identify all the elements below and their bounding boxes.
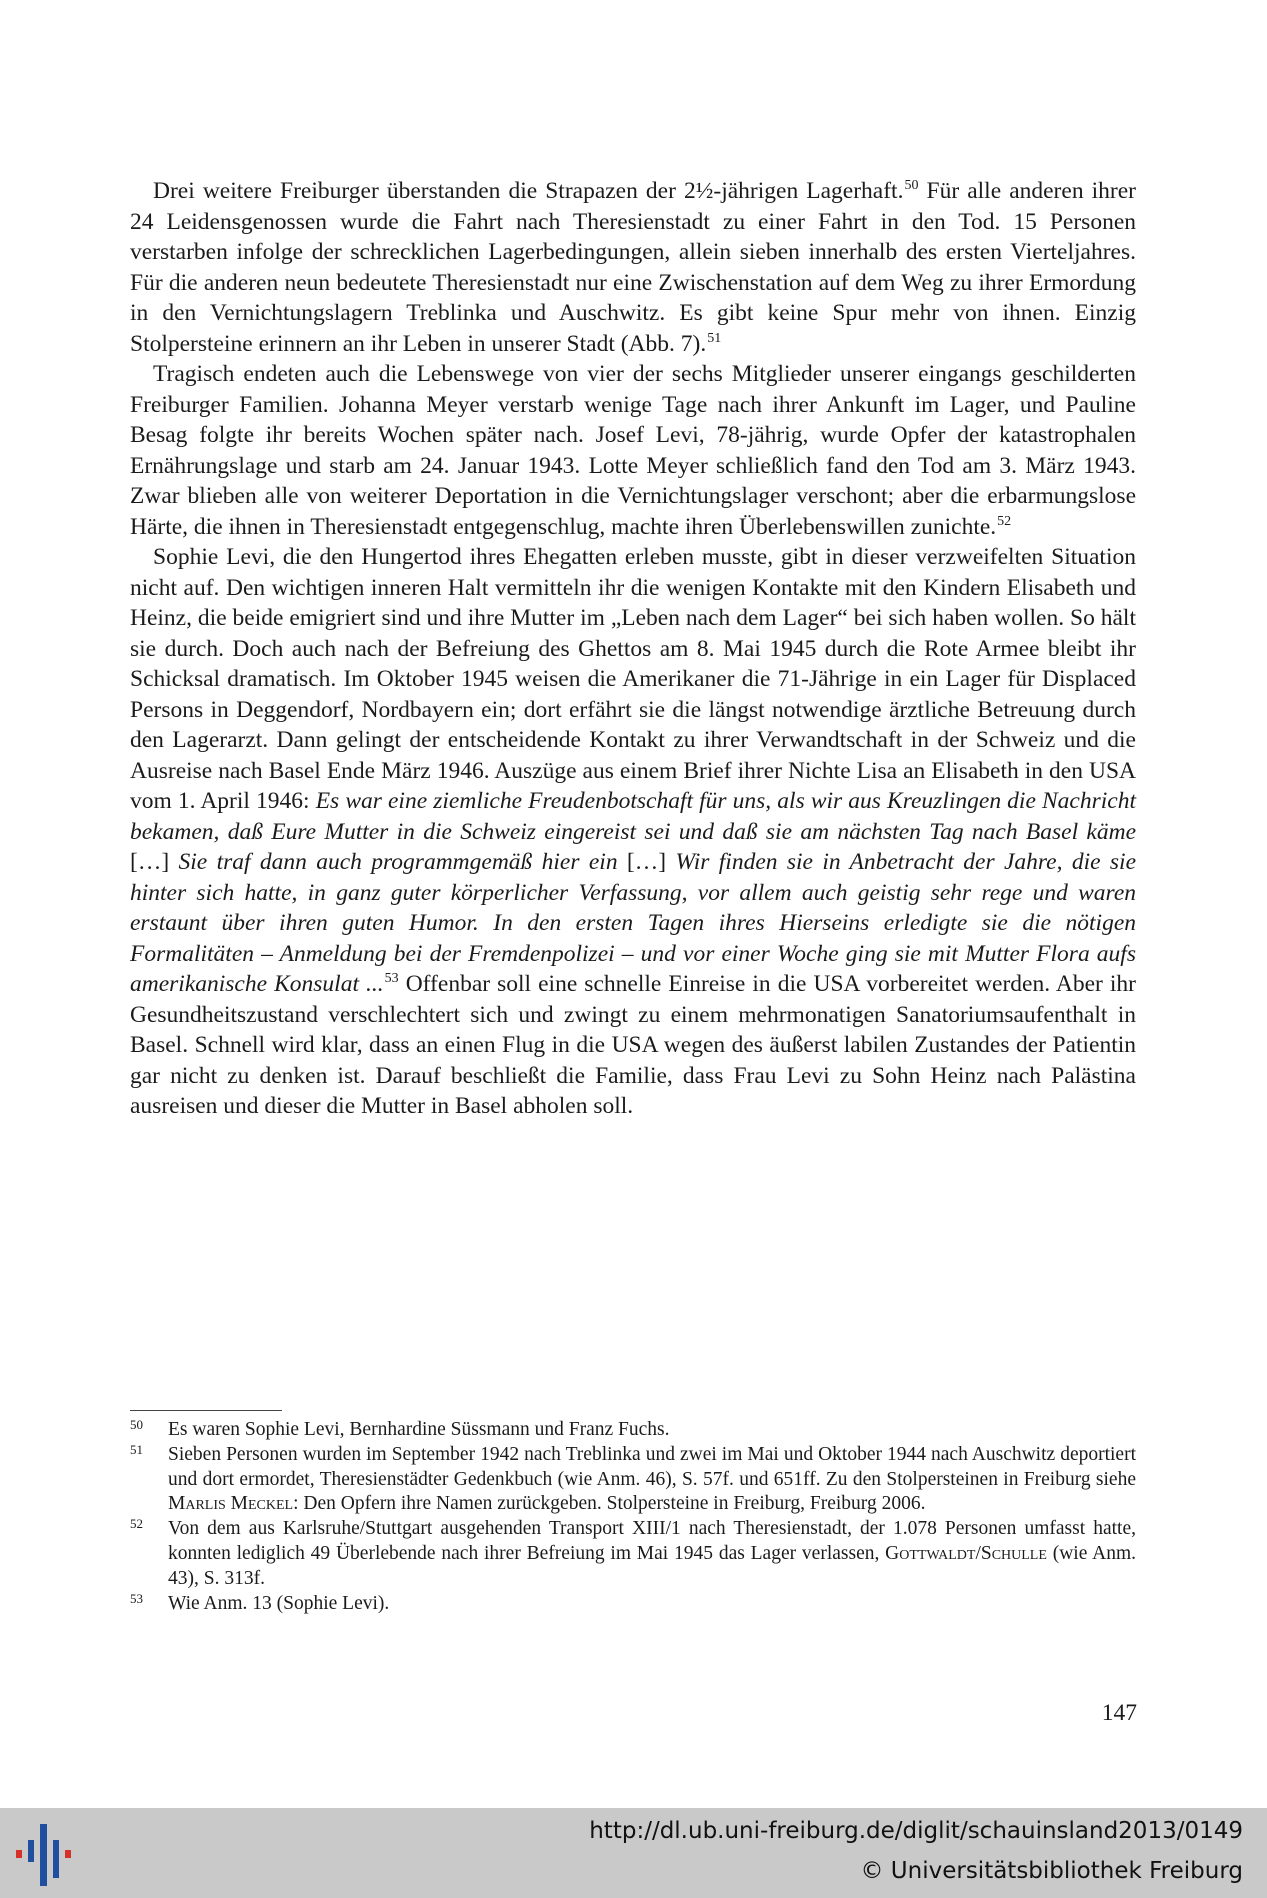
- footnote-number: 50: [130, 1417, 143, 1432]
- footnote-text: Von dem aus Karlsruhe/Stuttgart ausgehenden Transport XIII/1 nach Theresienstadt, der 1.078 Personen umfasst hatte, konnten lediglich 49 Überlebende nach ihrer Befreiung im Mai 1945 das Lager verlassen,: [168, 1518, 1136, 1564]
- ellipsis-bracket: […]: [617, 849, 676, 875]
- footnote-text: Wie Anm. 13 (Sophie Levi).: [168, 1592, 390, 1614]
- footnote-ref-50[interactable]: 50: [904, 178, 919, 193]
- paragraph-1: [130, 176, 1136, 359]
- footnote-text: Sieben Personen wurden im September 1942 nach Treblinka und zwei im Mai und Oktober 1944 nach Auschwitz deportiert und dort ermordet, Theresienstädter Gedenkbuch (wie Anm. 46), S. 57f. und 651ff. Zu den Stolpersteinen in Freiburg siehe: [168, 1443, 1136, 1490]
- body-text: [130, 176, 1136, 1122]
- copyright-notice: © Universitätsbibliothek Freiburg: [860, 1858, 1243, 1884]
- footnote-50: [130, 1418, 1136, 1443]
- footnote-ref-51[interactable]: 51: [707, 330, 722, 346]
- paragraph-3: [130, 542, 1136, 1122]
- paragraph-text: Tragisch endeten auch die Lebenswege von vier der sechs Mitglieder unserer eingangs geschilderten Freiburger Familien. Johanna Meyer verstarb wenige Tage nach ihrer Ankunft im Lager, und Pauline Besag folgte ihr bereits Wochen später nach. Josef Levi, 78-jährig, wurde Opfer der katastrophalen Ernährungslage und starb am 24. Januar 1943. Lotte Meyer schließlich fand den Tod am 3. März 1943. Zwar blieben alle von weiterer Deportation in die Vernichtungslager verschont; aber die erbarmungslose Härte, die ihnen in Theresienstadt entgegenschlug, machte ihren Überlebenswillen zunichte.: [130, 361, 1136, 540]
- paragraph-text: Offenbar soll eine schnelle Einreise in die USA vorbereitet werden. Aber ihr Gesundheitszustand verschlechtert sich und zwingt zu einem mehrmonatigen Sanatoriumsaufenthalt in Basel. Schnell wird klar, dass an einen Flug in die USA wegen des äußerst labilen Zustandes der Patientin gar nicht zu denken ist. Darauf beschließt die Familie, dass Frau Levi zu Sohn Heinz nach Palästina ausreisen und dieser die Mutter in Basel abholen soll.: [130, 971, 1136, 1119]
- footer-bar: [0, 1808, 1267, 1898]
- paragraph-text: Für alle anderen ihrer 24 Leidensgenossen wurde die Fahrt nach Theresienstadt zu einer Fahrt in den Tod. 15 Personen verstarben infolge der schrecklichen Lagerbedingungen, allein sieben innerhalb des ersten Vierteljahres. Für die anderen neun bedeutete Theresienstadt nur eine Zwischenstation auf dem Weg zu ihrer Ermordung in den Vernichtungslagern Treblinka und Auschwitz. Es gibt keine Spur mehr von ihnen. Einzig Stolpersteine erinnern an ihr Leben in unserer Stadt (Abb. 7).: [130, 178, 1136, 357]
- footnote-51: [130, 1443, 1136, 1517]
- footnote-52: [130, 1517, 1136, 1591]
- footnote-53: [130, 1592, 1136, 1617]
- ellipsis-bracket: […]: [130, 849, 179, 875]
- quote-text: Sie traf dann auch programmgemäß hier ein: [178, 849, 618, 875]
- permalink-url[interactable]: http://dl.ub.uni-freiburg.de/diglit/schauinsland2013/0149: [589, 1818, 1243, 1844]
- footnote-ref-53[interactable]: 53: [384, 971, 399, 986]
- author-name: Gottwaldt/Schulle: [885, 1542, 1047, 1564]
- footnote-text: Es waren Sophie Levi, Bernhardine Süssmann und Franz Fuchs.: [168, 1419, 670, 1440]
- quote-text: Wir finden sie in Anbetracht der Jahre, die sie hinter sich hatte, in ganz guter körperlicher Verfassung, vor allem auch geistig sehr rege und waren erstaunt über ihren guten Humor. In den ersten Tagen ihres Hierseins erledigte sie die nötigen Formalitäten – Anmeldung bei der Fremdenpolizei – und vor einer Woche ging sie mit Mutter Flora aufs amerikanische Konsulat ...: [130, 849, 1137, 997]
- footnote-text: : Den Opfern ihre Namen zurückgeben. Stolpersteine in Freiburg, Freiburg 2006.: [293, 1493, 926, 1515]
- paragraph-text: Drei weitere Freiburger überstanden die Strapazen der 2½-jährigen Lagerhaft.: [153, 178, 904, 204]
- paragraph-2: [130, 359, 1136, 542]
- footnote-number: 51: [130, 1441, 143, 1457]
- footnote-ref-52[interactable]: 52: [997, 513, 1012, 529]
- footnote-number: 52: [130, 1516, 143, 1532]
- footnote-divider: [130, 1410, 282, 1411]
- library-logo-icon: [10, 1820, 80, 1890]
- footnotes: [130, 1418, 1136, 1616]
- page-number: 147: [1101, 1700, 1137, 1726]
- quote-text: Es war eine ziemliche Freudenbotschaft für uns, als wir aus Kreuzlingen die Nachricht bekamen, daß Eure Mutter in die Schweiz eingereist sei und daß sie am nächsten Tag nach Basel käme: [130, 788, 1136, 845]
- paragraph-text: Sophie Levi, die den Hungertod ihres Ehegatten erleben musste, gibt in dieser verzweifelten Situation nicht auf. Den wichtigen inneren Halt vermitteln ihr die wenigen Kontakte mit den Kindern Elisabeth und Heinz, die beide emigriert sind und ihre Mutter im „Leben nach dem Lager“ bei sich haben wollen. So hält sie durch. Doch auch nach der Befreiung des Ghettos am 8. Mai 1945 durch die Rote Armee bleibt ihr Schicksal dramatisch. Im Oktober 1945 weisen die Amerikaner die 71-Jährige in ein Lager für Displaced Persons in Deggendorf, Nordbayern ein; dort erfährt sie die längst notwendige ärztliche Betreuung durch den Lagerarzt. Dann gelingt der entscheidende Kontakt zu ihrer Verwandtschaft in der Schweiz und die Ausreise nach Basel Ende März 1946. Auszüge aus einem Brief ihrer Nichte Lisa an Elisabeth in den USA vom 1. April 1946:: [130, 544, 1136, 814]
- footnote-text: (wie Anm. 43), S. 313f.: [168, 1542, 1136, 1589]
- author-name: Marlis Meckel: [168, 1493, 294, 1515]
- footnote-number: 53: [130, 1590, 143, 1606]
